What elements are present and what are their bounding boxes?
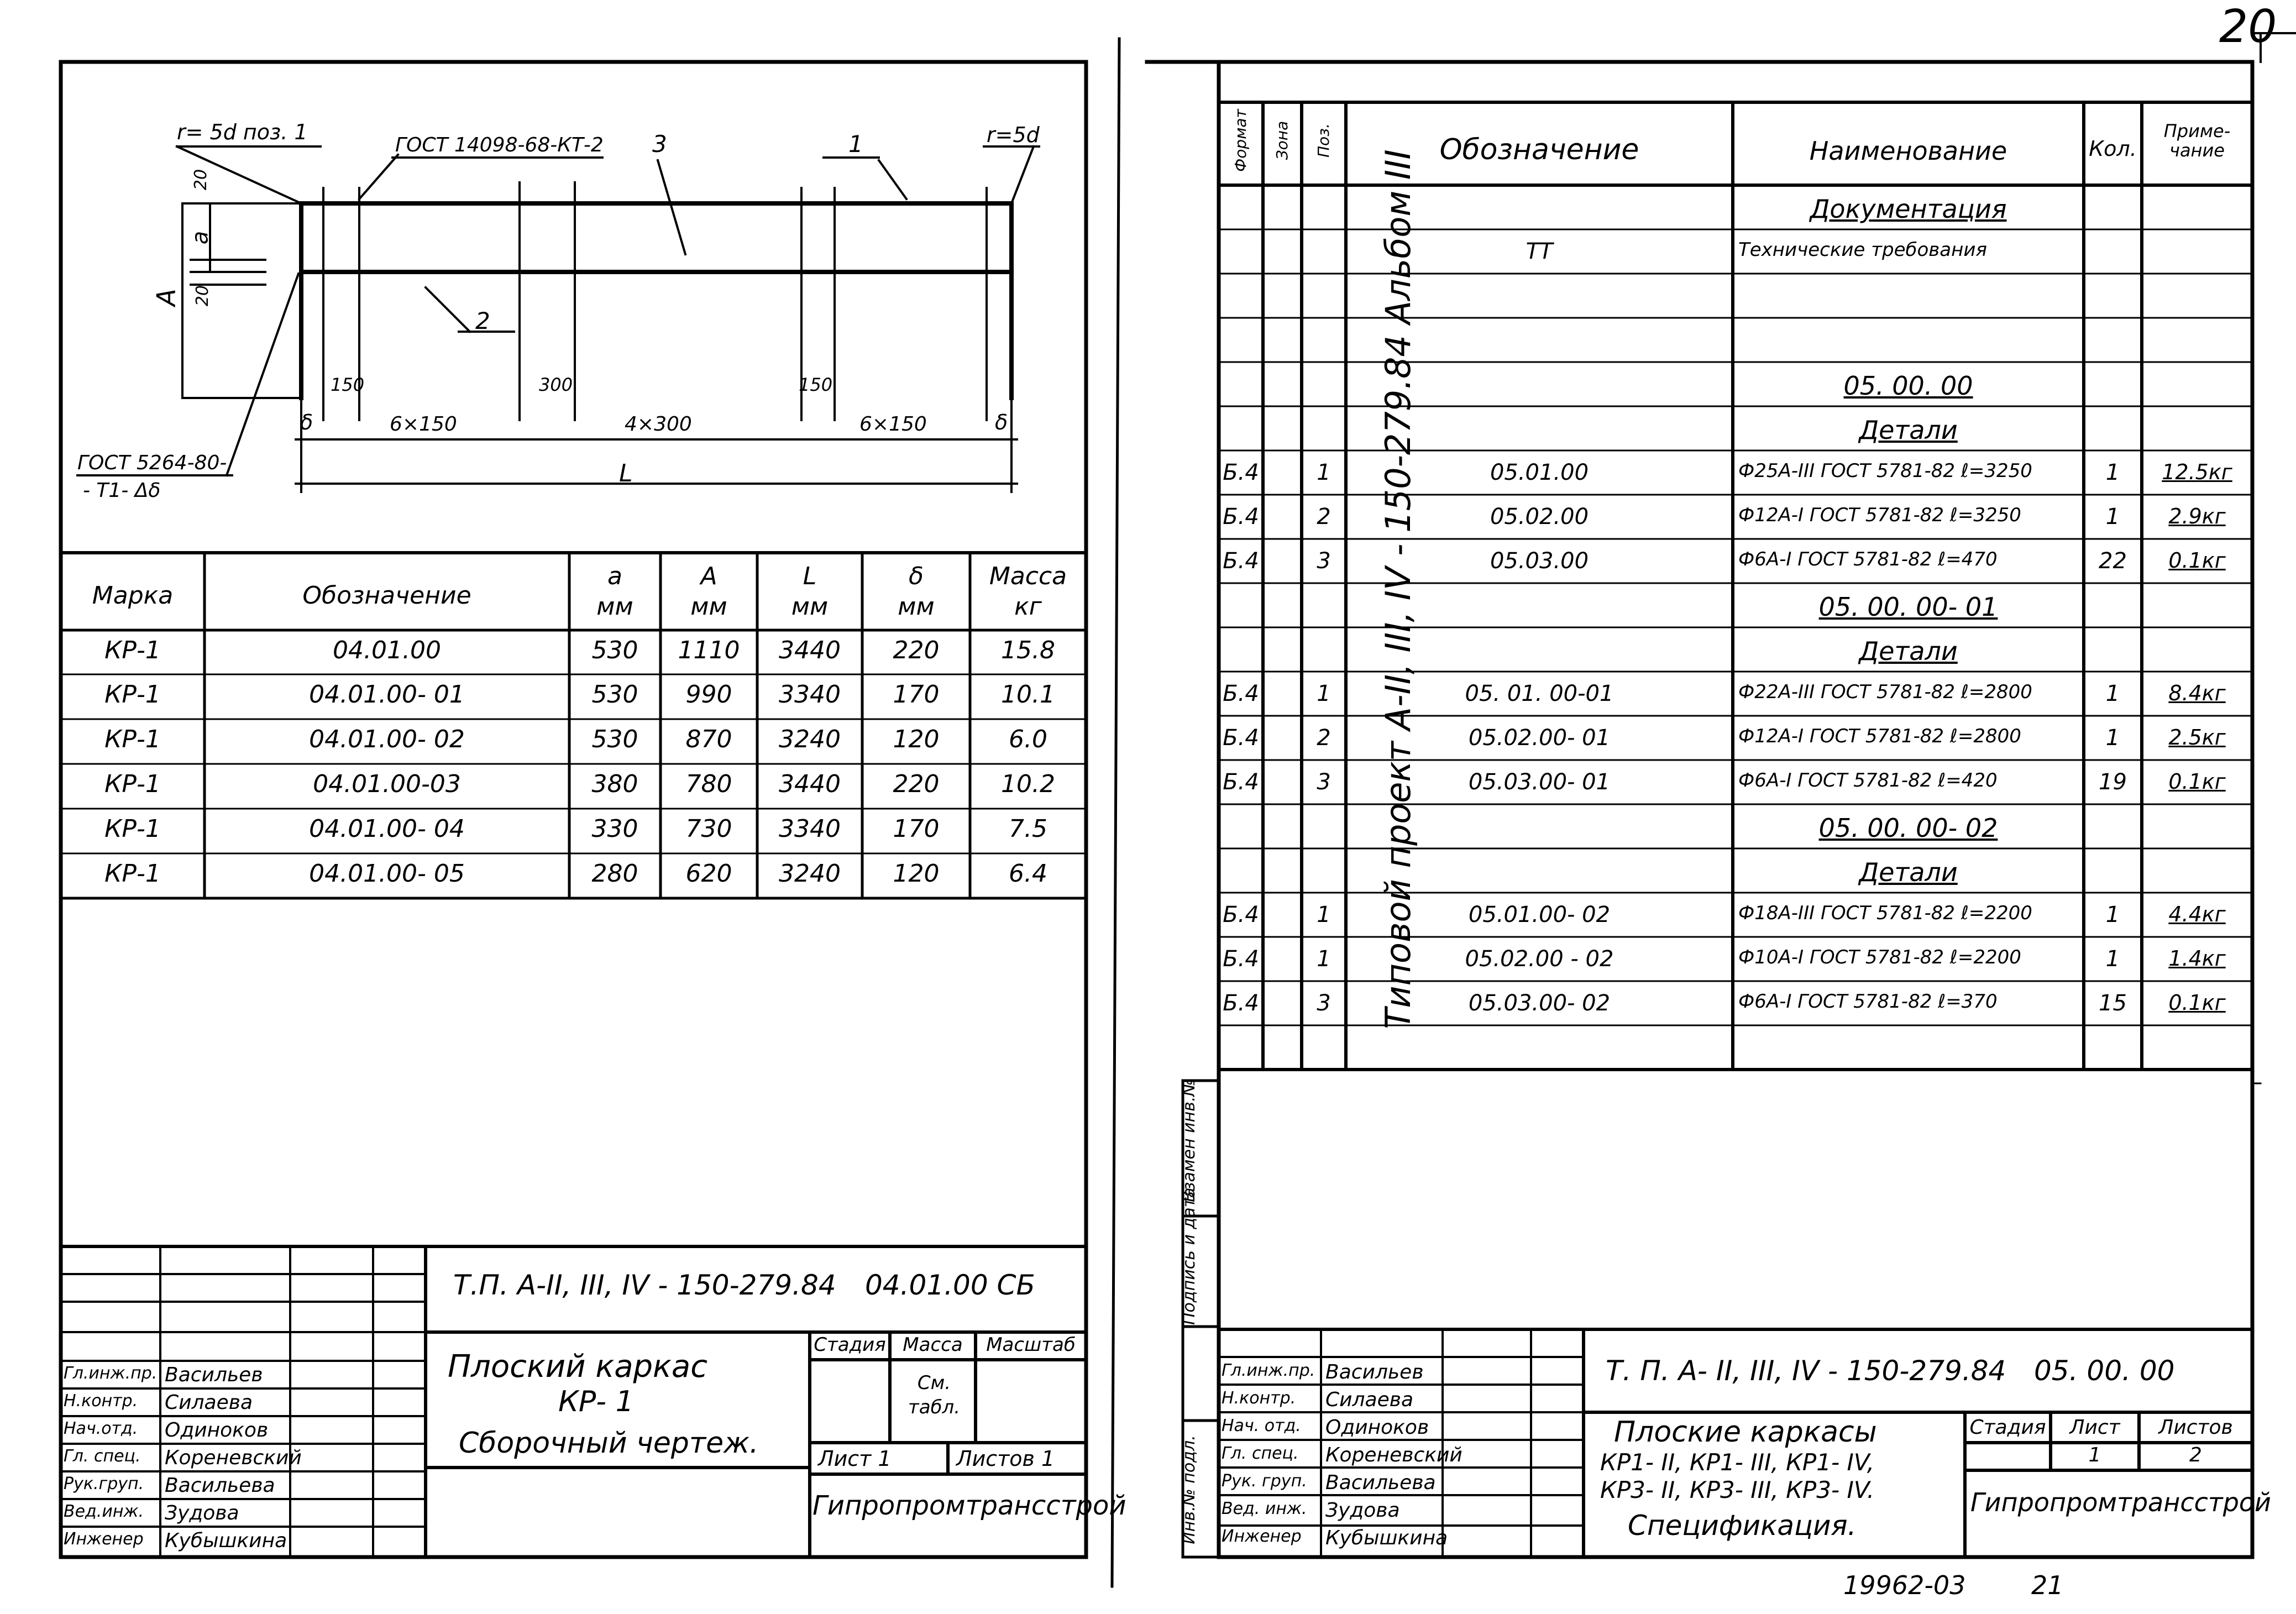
footer-page: 21 xyxy=(2031,1570,2064,1600)
staff-role: Рук.груп. xyxy=(64,1474,144,1494)
table-header-cell: δ мм xyxy=(898,562,935,621)
side-project-label: Типовой проект А-ІІ, ІІІ, ІV - 150-279.84 Альбом ІІІ xyxy=(1378,149,1418,1029)
dim-6x150-a: 6×150 xyxy=(390,413,457,436)
spec-header-pos: Поз. xyxy=(1314,123,1333,158)
left-doc-number: 04.01.00 СБ xyxy=(865,1269,1035,1301)
spec-section-header: 05. 00. 00 xyxy=(1843,371,1973,401)
table-cell: 6.4 xyxy=(1009,860,1047,888)
staff-role: Гл. спец. xyxy=(1222,1444,1299,1463)
staff-name: Кубышкина xyxy=(1325,1527,1448,1549)
spec-designation: 05. 01. 00-01 xyxy=(1465,681,1614,706)
spec-name: Ф22А-ІІІ ГОСТ 5781-82 ℓ=2800 xyxy=(1738,681,2032,703)
table-cell: 04.01.00- 04 xyxy=(309,815,465,843)
table-cell: КР-1 xyxy=(104,860,161,888)
spec-pos: 3 xyxy=(1317,991,1331,1016)
left-title-1: Плоский каркас xyxy=(448,1349,707,1385)
label-r5d-pos1: r= 5d поз. 1 xyxy=(177,120,308,144)
spec-section-header: Детали xyxy=(1859,636,1958,666)
table-cell: 330 xyxy=(591,815,638,843)
spec-name: Ф12А-І ГОСТ 5781-82 ℓ=3250 xyxy=(1738,504,2021,526)
table-cell: 1110 xyxy=(678,636,740,664)
spec-header-qty: Кол. xyxy=(2089,137,2137,161)
table-cell: 6.0 xyxy=(1009,725,1047,753)
dim-20-bot: 20 xyxy=(193,285,213,307)
left-title-3: Сборочный чертеж. xyxy=(459,1427,759,1460)
spec-designation: 05.02.00- 01 xyxy=(1468,725,1611,751)
label-gost-5264-a: ГОСТ 5264-80- xyxy=(77,452,227,474)
spec-qty: 19 xyxy=(2099,769,2127,795)
spec-pos: 1 xyxy=(1317,946,1331,972)
spec-pos: 3 xyxy=(1317,769,1331,795)
page-number: 20 xyxy=(2219,1,2277,53)
spec-qty: 1 xyxy=(2105,460,2120,485)
table-header-cell: Марка xyxy=(92,581,174,610)
label-pos3: 3 xyxy=(652,130,667,158)
left-title-2: КР- 1 xyxy=(558,1385,634,1418)
staff-role: Нач.отд. xyxy=(64,1419,138,1438)
table-cell: 620 xyxy=(685,860,732,888)
staff-role: Вед.инж. xyxy=(64,1502,144,1521)
spec-format: Б.4 xyxy=(1223,769,1259,795)
spec-note: 2.5кг xyxy=(2168,725,2226,750)
table-cell: КР-1 xyxy=(104,770,161,798)
right-doc-code: Т. П. А- ІІ, ІІІ, ІV - 150-279.84 xyxy=(1606,1355,2006,1387)
table-header-cell: A мм xyxy=(690,562,727,621)
spec-section-header: 05. 00. 00- 02 xyxy=(1818,813,1998,843)
spec-pos: 2 xyxy=(1317,504,1331,530)
table-cell: КР-1 xyxy=(104,725,161,753)
table-cell: 7.5 xyxy=(1009,815,1047,843)
spec-name: Ф18А-ІІІ ГОСТ 5781-82 ℓ=2200 xyxy=(1738,902,2032,924)
spec-pos: 1 xyxy=(1317,681,1331,706)
table-header-cell: Масса кг xyxy=(989,562,1067,621)
spec-note: 0.1кг xyxy=(2168,548,2226,573)
table-cell: 04.01.00 xyxy=(333,636,441,664)
spec-note: 4.4кг xyxy=(2168,902,2226,926)
staff-role: Н.контр. xyxy=(64,1391,138,1411)
spec-note: 8.4кг xyxy=(2168,681,2226,705)
spec-format: Б.4 xyxy=(1223,902,1259,927)
spec-section-header: Документация xyxy=(1810,194,2007,224)
table-cell: 15.8 xyxy=(1001,636,1055,664)
staff-name: Зудова xyxy=(165,1502,239,1524)
left-sheet-label: Лист 1 xyxy=(818,1447,892,1471)
label-pos1: 1 xyxy=(848,130,863,158)
table-cell: 04.01.00- 05 xyxy=(309,860,465,888)
right-sheets-value: 2 xyxy=(2189,1444,2202,1466)
table-cell: 530 xyxy=(591,636,638,664)
spec-name: Ф6А-І ГОСТ 5781-82 ℓ=370 xyxy=(1738,991,1998,1013)
spec-pos: 2 xyxy=(1317,725,1331,751)
side-inv-replace: Взамен инв.№ xyxy=(1180,1079,1199,1202)
table-cell: 04.01.00- 01 xyxy=(309,680,465,709)
spec-name: Ф10А-І ГОСТ 5781-82 ℓ=2200 xyxy=(1738,946,2021,968)
table-cell: 120 xyxy=(893,860,940,888)
spec-format: Б.4 xyxy=(1223,460,1259,485)
right-org: Гипропромтрансстрой xyxy=(1970,1487,2271,1517)
table-cell: 120 xyxy=(893,725,940,753)
right-sheet-value: 1 xyxy=(2088,1444,2101,1466)
right-title-4: Спецификация. xyxy=(1628,1510,1857,1542)
spec-qty: 15 xyxy=(2099,991,2127,1016)
dim-L: L xyxy=(619,459,633,488)
staff-name: Васильева xyxy=(1325,1471,1436,1494)
table-cell: 3440 xyxy=(779,636,841,664)
spec-qty: 1 xyxy=(2105,681,2120,706)
left-org: Гипропромтрансстрой xyxy=(812,1490,1126,1521)
staff-name: Кореневский xyxy=(165,1447,302,1469)
dim-A: A xyxy=(151,289,181,306)
spec-format: Б.4 xyxy=(1223,504,1259,530)
spec-format: Б.4 xyxy=(1223,991,1259,1016)
table-cell: КР-1 xyxy=(104,815,161,843)
spec-name: Технические требования xyxy=(1738,239,1987,261)
staff-role: Гл.инж.пр. xyxy=(1222,1361,1315,1380)
table-cell: 3240 xyxy=(779,725,841,753)
table-header-cell: L мм xyxy=(791,562,829,621)
spec-header-zone: Зона xyxy=(1273,120,1291,160)
left-scale-header: Масштаб xyxy=(986,1334,1076,1356)
staff-role: Гл.инж.пр. xyxy=(64,1364,158,1383)
spec-header-note: Приме-чание xyxy=(2163,120,2231,161)
table-cell: 3340 xyxy=(779,680,841,709)
side-sign-date: Подпись и дата xyxy=(1180,1187,1199,1325)
staff-role: Инженер xyxy=(64,1529,144,1549)
dim-150-a: 150 xyxy=(331,374,365,395)
right-doc-number: 05. 00. 00 xyxy=(2034,1355,2175,1387)
table-cell: 3240 xyxy=(779,860,841,888)
spec-qty: 22 xyxy=(2099,548,2127,574)
right-sheets-header: Листов xyxy=(2158,1416,2233,1439)
spec-designation: 05.03.00- 01 xyxy=(1468,769,1611,795)
dim-6x150-b: 6×150 xyxy=(859,413,927,436)
spec-designation: 05.02.00 - 02 xyxy=(1465,946,1614,972)
label-pos2: 2 xyxy=(475,307,490,334)
table-cell: 170 xyxy=(893,815,940,843)
staff-role: Н.контр. xyxy=(1222,1388,1296,1408)
staff-name: Кореневский xyxy=(1325,1444,1462,1466)
left-sheets-label: Листов 1 xyxy=(956,1447,1055,1471)
right-title-1: Плоские каркасы xyxy=(1614,1416,1877,1449)
spec-section-header: Детали xyxy=(1859,415,1958,445)
spec-section-header: 05. 00. 00- 01 xyxy=(1818,592,1998,622)
label-gost-5264-b: - Т1- Δδ xyxy=(83,479,161,502)
spec-pos: 1 xyxy=(1317,902,1331,927)
spec-name: Ф25А-ІІІ ГОСТ 5781-82 ℓ=3250 xyxy=(1738,460,2032,482)
label-gost-14098: ГОСТ 14098-68-КТ-2 xyxy=(395,134,604,156)
right-stage-header: Стадия xyxy=(1969,1416,2046,1439)
table-cell: 220 xyxy=(893,770,940,798)
table-cell: 380 xyxy=(591,770,638,798)
spec-designation: 05.01.00 xyxy=(1490,460,1589,485)
label-r5d-right: r=5d xyxy=(987,123,1040,147)
dim-delta-right: δ xyxy=(995,410,1008,434)
staff-name: Кубышкина xyxy=(165,1529,287,1552)
spec-header-format: Формат xyxy=(1231,109,1250,172)
left-mass-value: См. табл. xyxy=(908,1372,961,1419)
spec-note: 0.1кг xyxy=(2168,991,2226,1015)
table-cell: 530 xyxy=(591,680,638,709)
staff-name: Силаева xyxy=(1325,1388,1414,1411)
table-header-cell: a мм xyxy=(596,562,633,621)
spec-format: Б.4 xyxy=(1223,681,1259,706)
spec-qty: 1 xyxy=(2105,504,2120,530)
table-cell: 990 xyxy=(685,680,732,709)
spec-designation: 05.02.00 xyxy=(1490,504,1589,530)
spec-qty: 1 xyxy=(2105,725,2120,751)
staff-name: Васильев xyxy=(1325,1361,1424,1384)
table-cell: 780 xyxy=(685,770,732,798)
spec-pos: 1 xyxy=(1317,460,1331,485)
table-cell: 04.01.00-03 xyxy=(313,770,461,798)
table-cell: КР-1 xyxy=(104,680,161,709)
left-mass-header: Масса xyxy=(903,1334,963,1356)
spec-note: 12.5кг xyxy=(2162,460,2232,484)
right-title-2: КР1- ІІ, КР1- ІІІ, КР1- ІV, xyxy=(1600,1449,1875,1476)
spec-designation: 05.03.00 xyxy=(1490,548,1589,574)
dim-delta-left: δ xyxy=(300,410,313,434)
table-header-cell: Обозначение xyxy=(302,581,471,610)
spec-pos: 3 xyxy=(1317,548,1331,574)
spec-note: 1.4кг xyxy=(2168,946,2226,971)
spec-name: Ф12А-І ГОСТ 5781-82 ℓ=2800 xyxy=(1738,725,2021,747)
staff-role: Гл. спец. xyxy=(64,1447,141,1466)
spec-qty: 1 xyxy=(2105,902,2120,927)
table-cell: 730 xyxy=(685,815,732,843)
table-cell: КР-1 xyxy=(104,636,161,664)
table-cell: 280 xyxy=(591,860,638,888)
spec-designation: 05.01.00- 02 xyxy=(1468,902,1611,927)
table-cell: 04.01.00- 02 xyxy=(309,725,465,753)
spec-designation: ТТ xyxy=(1526,239,1553,264)
table-cell: 10.2 xyxy=(1001,770,1055,798)
side-inv-orig: Инв.№ подл. xyxy=(1180,1435,1199,1544)
left-stage-header: Стадия xyxy=(814,1334,886,1356)
spec-format: Б.4 xyxy=(1223,725,1259,751)
staff-name: Зудова xyxy=(1325,1499,1400,1522)
spec-note: 0.1кг xyxy=(2168,769,2226,794)
left-doc-code: Т.П. А-ІІ, ІІІ, ІV - 150-279.84 xyxy=(453,1269,836,1301)
staff-role: Нач. отд. xyxy=(1222,1416,1301,1435)
staff-role: Рук. груп. xyxy=(1222,1471,1307,1491)
spec-name: Ф6А-І ГОСТ 5781-82 ℓ=470 xyxy=(1738,548,1998,570)
spec-section-header: Детали xyxy=(1859,857,1958,887)
table-cell: 3440 xyxy=(779,770,841,798)
dim-150-b: 150 xyxy=(799,374,833,395)
right-sheet-header: Лист xyxy=(2069,1416,2120,1439)
dim-4x300: 4×300 xyxy=(625,413,692,436)
dim-a: a xyxy=(187,230,213,245)
staff-role: Вед. инж. xyxy=(1222,1499,1307,1518)
dim-300: 300 xyxy=(539,374,573,395)
spec-format: Б.4 xyxy=(1223,548,1259,574)
spec-format: Б.4 xyxy=(1223,946,1259,972)
spec-header-designation: Обозначение xyxy=(1439,133,1639,166)
table-cell: 220 xyxy=(893,636,940,664)
table-cell: 3340 xyxy=(779,815,841,843)
spec-header-name: Наименование xyxy=(1809,136,2007,166)
staff-name: Одиноков xyxy=(165,1419,269,1442)
table-cell: 530 xyxy=(591,725,638,753)
table-cell: 170 xyxy=(893,680,940,709)
footer-code: 19962-03 xyxy=(1843,1570,1966,1600)
spec-name: Ф6А-І ГОСТ 5781-82 ℓ=420 xyxy=(1738,769,1998,792)
table-cell: 10.1 xyxy=(1001,680,1055,709)
spec-note: 2.9кг xyxy=(2168,504,2226,528)
staff-name: Васильева xyxy=(165,1474,275,1497)
staff-name: Васильев xyxy=(165,1364,263,1386)
staff-name: Силаева xyxy=(165,1391,253,1414)
dim-20-top: 20 xyxy=(191,169,211,191)
staff-role: Инженер xyxy=(1222,1527,1302,1546)
spec-designation: 05.03.00- 02 xyxy=(1468,991,1611,1016)
spec-qty: 1 xyxy=(2105,946,2120,972)
table-cell: 870 xyxy=(685,725,732,753)
right-title-3: КР3- ІІ, КР3- ІІІ, КР3- ІV. xyxy=(1600,1476,1875,1503)
staff-name: Одиноков xyxy=(1325,1416,1429,1439)
